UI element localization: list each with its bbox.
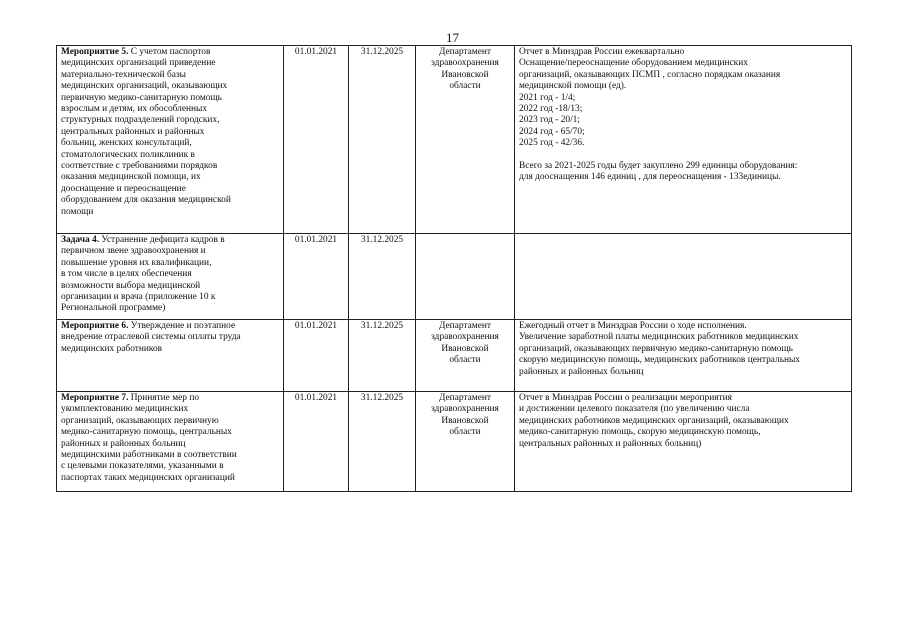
activity-title: Задача 4.	[61, 235, 100, 245]
activity-text: возможности выбора медицинской	[61, 280, 201, 291]
executor-text: Ивановской	[441, 343, 489, 354]
table-row	[57, 234, 852, 320]
activity-text: первичном звене здравоохранения и	[61, 246, 206, 257]
table-row	[57, 392, 852, 492]
table-row	[57, 320, 852, 392]
end-date: 31.12.2025	[349, 320, 416, 392]
executor-text: области	[449, 427, 481, 438]
activity-text: Утверждение и поэтапное	[128, 321, 236, 331]
result-text: 2021 год - 1/4;	[519, 92, 576, 103]
result-cell	[515, 234, 852, 320]
executor-text: Департамент	[439, 47, 491, 57]
activity-text: помощи	[61, 206, 94, 217]
result-text: для дооснащения 146 единиц , для переоснащения - 133единицы.	[519, 172, 781, 183]
end-date: 31.12.2025	[349, 234, 416, 320]
result-cell	[515, 392, 852, 492]
executor-text: здравоохранения	[431, 58, 499, 69]
activity-text: в том числе в целях обеспечения	[61, 269, 192, 280]
activity-text: дооснащение и переоснащение	[61, 183, 186, 194]
activity-text: медицинских организаций приведение	[61, 58, 216, 69]
executor-cell	[416, 392, 515, 492]
executor-text: Департамент	[439, 393, 491, 403]
end-date: 31.12.2025	[349, 46, 416, 234]
executor-cell	[416, 320, 515, 392]
end-date: 31.12.2025	[349, 392, 416, 492]
start-date: 01.01.2021	[284, 320, 349, 392]
activity-cell	[57, 46, 284, 234]
executor-text: Ивановской	[441, 69, 489, 80]
activity-text: с целевыми показателями, указанными в	[61, 461, 224, 472]
activity-text: укомплектованию медицинских	[61, 404, 189, 415]
start-date: 01.01.2021	[284, 392, 349, 492]
activity-text: больниц, женских консультаций,	[61, 138, 192, 149]
activity-title: Мероприятие 5.	[61, 47, 129, 57]
result-text: Увеличение заработной платы медицинских работников медицинских	[519, 332, 799, 343]
result-text: организаций, оказывающих ПСМП , согласно порядкам оказания	[519, 69, 781, 80]
activity-text: первичную медико-санитарную помощь	[61, 92, 222, 103]
activity-text: внедрение отраслевой системы оплаты труда	[61, 332, 241, 343]
executor-text: здравоохранения	[431, 404, 499, 415]
activity-text: стоматологических поликлиник в	[61, 149, 195, 160]
activity-text: Устранение дефицита кадров в	[99, 235, 225, 245]
activity-cell	[57, 234, 284, 320]
result-text: скорую медицинскую помощь, медицинских работников центральных	[519, 355, 800, 366]
executor-cell	[416, 234, 515, 320]
activity-text: Принятие мер по	[128, 393, 200, 403]
result-text: 2025 год - 42/36.	[519, 138, 585, 149]
result-text: 2024 год - 65/70;	[519, 126, 585, 137]
activity-text: организации и врача (приложение 10 к	[61, 292, 216, 303]
result-text: Отчет в Минздрав России ежеквартально	[519, 47, 685, 57]
activity-text: организаций, оказывающих первичную	[61, 415, 219, 426]
result-text: Ежегодный отчет в Минздрав России о ходе исполнения.	[519, 321, 747, 331]
result-text: медицинской помощи (ед).	[519, 81, 627, 92]
executor-text: области	[449, 355, 481, 366]
activity-text: медицинских работников	[61, 343, 163, 354]
activity-text: центральных районных и районных	[61, 126, 205, 137]
result-text	[519, 150, 847, 161]
result-text: медицинских работников медицинских организаций, оказывающих	[519, 415, 789, 426]
activities-table	[56, 45, 852, 492]
activity-text: С учетом паспортов	[128, 47, 211, 57]
result-cell	[515, 320, 852, 392]
activity-text: медицинскими работниками в соответствии	[61, 450, 237, 461]
result-text: районных и районных больниц	[519, 366, 644, 377]
activity-text: медицинских организаций, оказывающих	[61, 81, 228, 92]
start-date: 01.01.2021	[284, 234, 349, 320]
activity-text: повышение уровня их квалификации,	[61, 257, 212, 268]
activity-text: взрослым и детям, их обособленных	[61, 104, 208, 115]
activity-text: оборудованием для оказания медицинской	[61, 195, 231, 206]
result-text: медико-санитарную помощь, скорую медицинскую помощь,	[519, 427, 761, 438]
activity-text: структурных подразделений городских,	[61, 115, 220, 126]
activity-text: районных и районных больниц	[61, 438, 186, 449]
executor-text: здравоохранения	[431, 332, 499, 343]
result-text: Отчет в Минздрав России о реализации мероприятия	[519, 393, 732, 403]
executor-text: области	[449, 81, 481, 92]
executor-text: Ивановской	[441, 415, 489, 426]
activity-text: Региональной программе)	[61, 303, 166, 314]
result-text: Всего за 2021-2025 годы будет закуплено 299 единицы оборудования:	[519, 160, 798, 171]
result-text: 2023 год - 20/1;	[519, 115, 580, 126]
result-text: центральных районных и районных больниц)	[519, 438, 702, 449]
activity-title: Мероприятие 6.	[61, 321, 129, 331]
activity-text: медико-санитарную помощь, центральных	[61, 427, 232, 438]
page-number: 17	[446, 30, 459, 45]
table-row	[57, 46, 852, 234]
activity-text: соответствие с требованиями порядков	[61, 161, 218, 172]
activity-cell	[57, 320, 284, 392]
result-text: и достижении целевого показателя (по увеличению числа	[519, 404, 750, 415]
result-text: Оснащение/переоснащение оборудованием медицинских	[519, 58, 748, 69]
activity-cell	[57, 392, 284, 492]
start-date: 01.01.2021	[284, 46, 349, 234]
result-text: организаций, оказывающих первичную медико-санитарную помощь	[519, 343, 793, 354]
executor-text: Департамент	[439, 321, 491, 331]
activity-text: материально-технической базы	[61, 69, 186, 80]
activity-text: паспортах таких медицинских организаций	[61, 472, 235, 483]
activity-title: Мероприятие 7.	[61, 393, 129, 403]
result-text: 2022 год -18/13;	[519, 104, 583, 115]
executor-cell	[416, 46, 515, 234]
activity-text: оказания медицинской помощи, их	[61, 172, 201, 183]
result-cell	[515, 46, 852, 234]
